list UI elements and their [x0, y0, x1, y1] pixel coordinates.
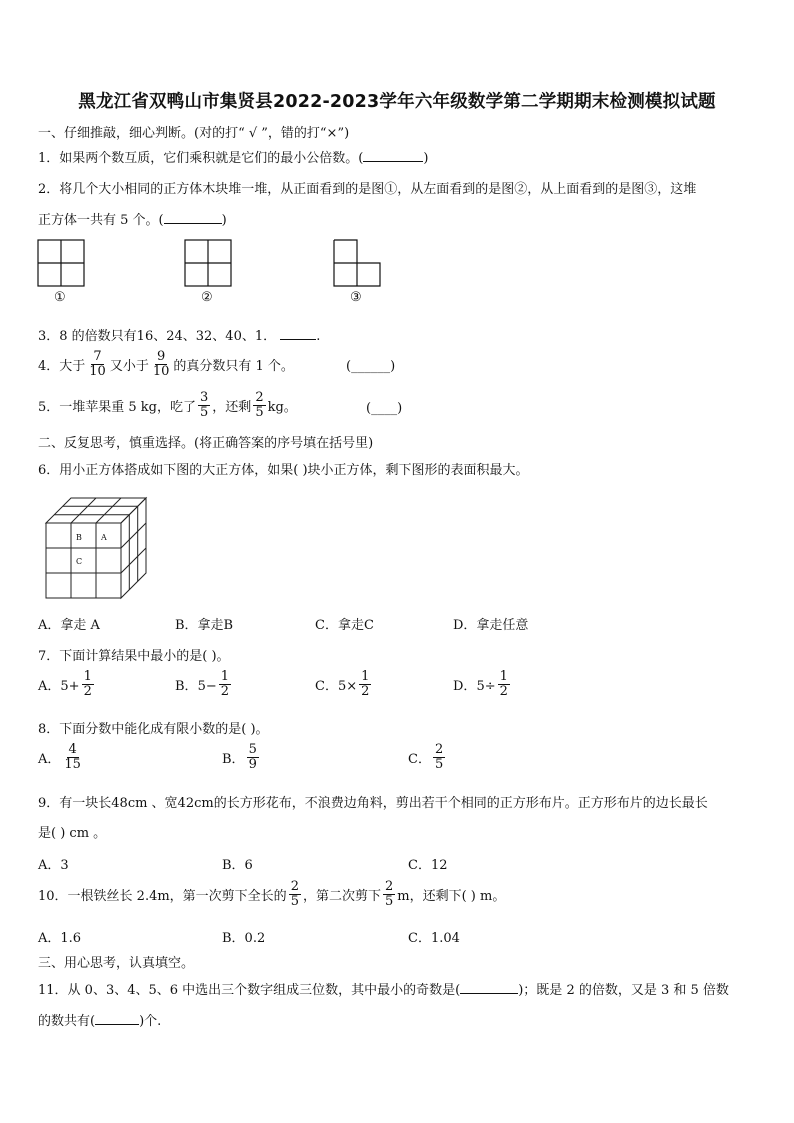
q4-text-b: 又小于: [109, 359, 149, 374]
question-9-line1: 9．有一块长48cm 、宽42cm的长方形花布，不浪费边角料，剪出若干个相同的正方形布片。正方形布片的边长最长: [38, 796, 708, 811]
section-2-heading: 二、反复思考，慎重选择。(将正确答案的序号填在括号里): [38, 436, 374, 451]
q7-d-expr: 5÷: [476, 679, 496, 694]
q8-b-den: 9: [248, 757, 257, 772]
q2-close: ): [221, 213, 227, 228]
q7-d-label: D．: [453, 679, 477, 694]
q10-text-b: ，第二次剪下: [302, 889, 381, 904]
q9-option-a[interactable]: A．3: [38, 858, 69, 873]
q7-a-expr: 5+: [60, 679, 80, 694]
q7-c-expr: 5×: [337, 679, 358, 694]
q11-text-d: )个.: [139, 1014, 162, 1029]
q4-f1-num: 7: [93, 349, 102, 364]
q2-text: 正方体一共有 5 个。(: [38, 213, 164, 228]
figure-label-1: ①: [54, 290, 66, 305]
q10-fraction-2: [383, 880, 395, 909]
question-11-line1: [38, 979, 729, 998]
q7-a-fraction: [82, 670, 94, 699]
q5-text-a: 5．一堆苹果重 5 kg，吃了: [38, 400, 197, 415]
cube-label-c: C: [76, 557, 83, 566]
q3-end: .: [316, 329, 321, 344]
q5-f1-den: 5: [200, 405, 209, 420]
q7-b-fraction: [219, 670, 231, 699]
q7-a-label: A．: [38, 679, 61, 694]
q8-option-b[interactable]: [222, 742, 261, 774]
q7-d-fraction: [498, 670, 510, 699]
q8-c-den: 5: [434, 757, 444, 772]
q5-f2-num: 2: [255, 390, 264, 405]
q10-f1-num: 2: [290, 879, 299, 894]
q5-fraction-1: [198, 391, 210, 420]
question-4: [38, 349, 294, 381]
q10-f2-num: 2: [384, 879, 394, 894]
section-1-heading: 一、仔细推敲，细心判断。(对的打“ √ ”，错的打“×”): [38, 126, 350, 141]
q7-a-den: 2: [83, 684, 92, 699]
figure-label-2: ②: [201, 290, 213, 305]
q8-c-label: C．: [408, 752, 431, 767]
q7-c-fraction: [359, 670, 371, 699]
question-2-line2: [38, 209, 227, 228]
q10-f2-den: 5: [384, 894, 394, 909]
q4-fraction-2: [151, 350, 172, 379]
q7-b-label: B．: [175, 679, 198, 694]
figure-top-view: [332, 238, 384, 290]
question-1: [38, 147, 428, 166]
q5-f2-den: 5: [255, 405, 264, 420]
q10-text-c: m，还剩下( ) m。: [397, 889, 506, 904]
question-7: 7．下面计算结果中最小的是( )。: [38, 649, 230, 664]
question-2-line1: 2．将几个大小相同的正方体木块堆一堆，从正面看到的是图①，从左面看到的是图②，从上面看到的是图③，这堆: [38, 182, 697, 197]
q8-b-label: B．: [222, 752, 245, 767]
question-5: [38, 390, 297, 422]
q8-option-a[interactable]: [38, 742, 85, 774]
q8-a-den: 15: [64, 757, 81, 772]
figure-front-view: [36, 238, 88, 290]
q5-text-c: kg。: [267, 400, 297, 415]
question-9-line2: 是( ) cm 。: [38, 826, 107, 841]
q7-option-a[interactable]: [38, 669, 96, 701]
q4-f1-den: 10: [89, 364, 106, 379]
q4-text-a: 4．大于: [38, 359, 86, 374]
q4-answer-paren[interactable]: (______): [346, 359, 396, 374]
q8-c-num: 2: [434, 742, 444, 757]
q11-text-c: 的数共有(: [38, 1014, 96, 1029]
q10-fraction-1: [289, 880, 301, 909]
q7-a-num: 1: [83, 669, 92, 684]
q9-option-c[interactable]: C．12: [408, 858, 448, 873]
q1-blank[interactable]: [363, 161, 423, 162]
q7-d-num: 1: [499, 669, 508, 684]
cube-label-a: A: [101, 533, 107, 542]
q11-blank-1[interactable]: [460, 993, 518, 994]
q11-text-b: )；既是 2 的倍数，又是 3 和 5 倍数: [518, 983, 729, 998]
q7-d-den: 2: [499, 684, 508, 699]
q4-text-c: 的真分数只有 1 个。: [173, 359, 294, 374]
question-11-line2: [38, 1010, 161, 1029]
q8-option-c[interactable]: [408, 742, 447, 774]
q7-b-expr: 5−: [197, 679, 217, 694]
q6-option-b[interactable]: B．拿走B: [175, 618, 234, 633]
q4-f2-num: 9: [156, 349, 166, 364]
q8-b-fraction: [247, 743, 259, 772]
q5-text-b: ，还剩: [212, 400, 252, 415]
q5-fraction-2: [253, 391, 265, 420]
q5-answer-paren[interactable]: (____): [366, 401, 403, 416]
figure-left-view: [183, 238, 235, 290]
cube-figure: [44, 496, 156, 600]
q9-option-b[interactable]: B．6: [222, 858, 253, 873]
q10-f1-den: 5: [290, 894, 299, 909]
question-10: [38, 879, 506, 911]
page-title: 黑龙江省双鸭山市集贤县2022-2023学年六年级数学第二学期期末检测模拟试题: [78, 92, 716, 112]
q7-option-d[interactable]: [453, 669, 512, 701]
cube-label-b: B: [76, 533, 82, 542]
q3-blank[interactable]: [280, 339, 316, 340]
q4-fraction-1: [87, 350, 108, 379]
q7-option-b[interactable]: [175, 669, 233, 701]
q6-option-a[interactable]: A．拿走 A: [38, 618, 100, 633]
q8-a-fraction: [62, 743, 83, 772]
q7-b-den: 2: [220, 684, 230, 699]
question-8: 8．下面分数中能化成有限小数的是( )。: [38, 722, 269, 737]
q10-text-a: 10．一根铁丝长 2.4m，第一次剪下全长的: [38, 889, 287, 904]
q8-a-num: 4: [68, 742, 77, 757]
q11-blank-2[interactable]: [95, 1024, 139, 1025]
q1-close: ): [423, 151, 429, 166]
q1-text: 1．如果两个数互质，它们乘积就是它们的最小公倍数。(: [38, 151, 364, 166]
section-3-heading: 三、用心思考，认真填空。: [38, 956, 195, 971]
q7-b-num: 1: [220, 669, 230, 684]
q10-option-a[interactable]: A．1.6: [38, 931, 82, 946]
q8-b-num: 5: [248, 742, 257, 757]
q3-text: 3．8 的倍数只有16、24、32、40、1．: [38, 329, 277, 344]
figure-label-3: ③: [350, 290, 362, 305]
q8-c-fraction: [433, 743, 445, 772]
q8-a-label: A．: [38, 752, 61, 767]
question-6: 6．用小正方体搭成如下图的大正方体，如果( )块小正方体，剩下图形的表面积最大。: [38, 463, 529, 478]
q10-option-b[interactable]: B．0.2: [222, 931, 266, 946]
q2-blank[interactable]: [164, 223, 222, 224]
q6-option-d[interactable]: D．拿走任意: [453, 618, 529, 633]
q7-option-c[interactable]: [315, 669, 373, 701]
q10-option-c[interactable]: C．1.04: [408, 931, 460, 946]
q11-text-a: 11．从 0、3、4、5、6 中选出三个数字组成三位数，其中最小的奇数是(: [38, 983, 461, 998]
q7-c-label: C．: [315, 679, 338, 694]
question-3: [38, 325, 320, 344]
q6-option-c[interactable]: C．拿走C: [315, 618, 374, 633]
q7-c-den: 2: [361, 684, 370, 699]
q5-f1-num: 3: [200, 390, 209, 405]
q4-f2-den: 10: [152, 364, 170, 379]
q7-c-num: 1: [361, 669, 370, 684]
